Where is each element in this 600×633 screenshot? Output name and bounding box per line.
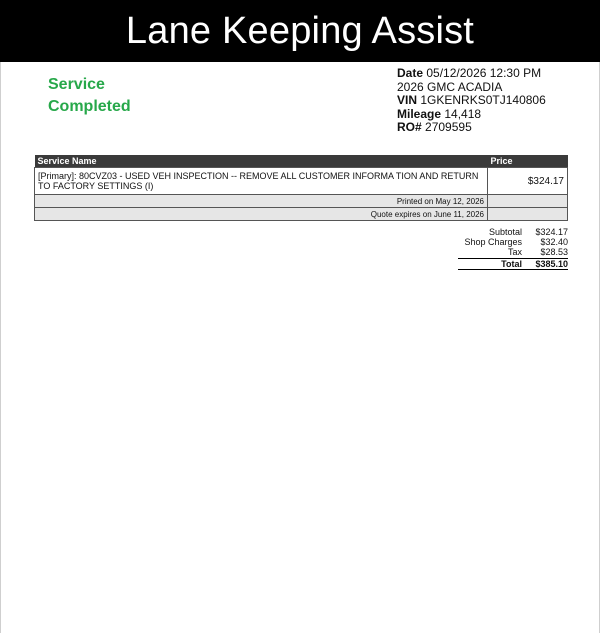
service-table [34,155,568,221]
tax-row [440,247,568,257]
shop-charges-row [440,237,568,247]
subtotal-value: $324.17 [535,227,568,237]
page-left-border [0,62,1,633]
banner-title: Lane Keeping Assist [125,9,475,52]
ro-row [397,121,546,135]
tax-label: Tax [507,247,522,258]
shop-charges-value: $32.40 [540,237,568,248]
service-name-header: Service Name [35,155,488,168]
printed-date: Printed on May 12, 2026 [35,195,488,208]
service-description: [Primary]: 80CVZ03 - USED VEH INSPECTION -- REMOVE ALL CUSTOMER INFORMA TION AND RETURN TO FACTORY SETTINGS (I) [35,168,488,195]
printed-row [35,195,568,208]
vehicle-info [397,67,546,135]
date-row [397,67,546,81]
shop-charges-label: Shop Charges [464,237,522,248]
mileage-value: 14,418 [444,106,482,121]
vin-label: VIN [397,93,418,107]
service-price: $324.17 [488,168,568,195]
total-row [458,258,568,270]
table-header-row [35,155,568,168]
service-status [48,74,168,118]
date-value: 05/12/2026 12:30 PM [426,66,542,80]
vehicle-model: 2026 GMC ACADIA [397,79,503,94]
date-label: Date [397,66,424,80]
vin-row [397,94,546,108]
printed-empty-cell [488,195,568,208]
subtotal-label: Subtotal [488,227,522,237]
total-label: Total [501,258,522,269]
expires-row [35,208,568,221]
totals-summary [440,227,568,270]
subtotal-row [440,227,568,237]
quote-expiry: Quote expires on June 11, 2026 [35,208,488,221]
table-row [35,168,568,195]
ro-label: RO# [397,120,422,134]
total-value: $385.10 [535,258,568,269]
price-header: Price [488,155,568,168]
status-line-2: Completed [48,98,131,115]
ro-value: 2709595 [425,120,472,134]
expires-empty-cell [488,208,568,221]
mileage-label: Mileage [397,106,442,121]
mileage-row [397,108,546,122]
page-banner [0,0,600,62]
vin-value: 1GKENRKS0TJ140806 [420,93,546,107]
status-line-1: Service [48,76,105,93]
tax-value: $28.53 [540,247,568,258]
